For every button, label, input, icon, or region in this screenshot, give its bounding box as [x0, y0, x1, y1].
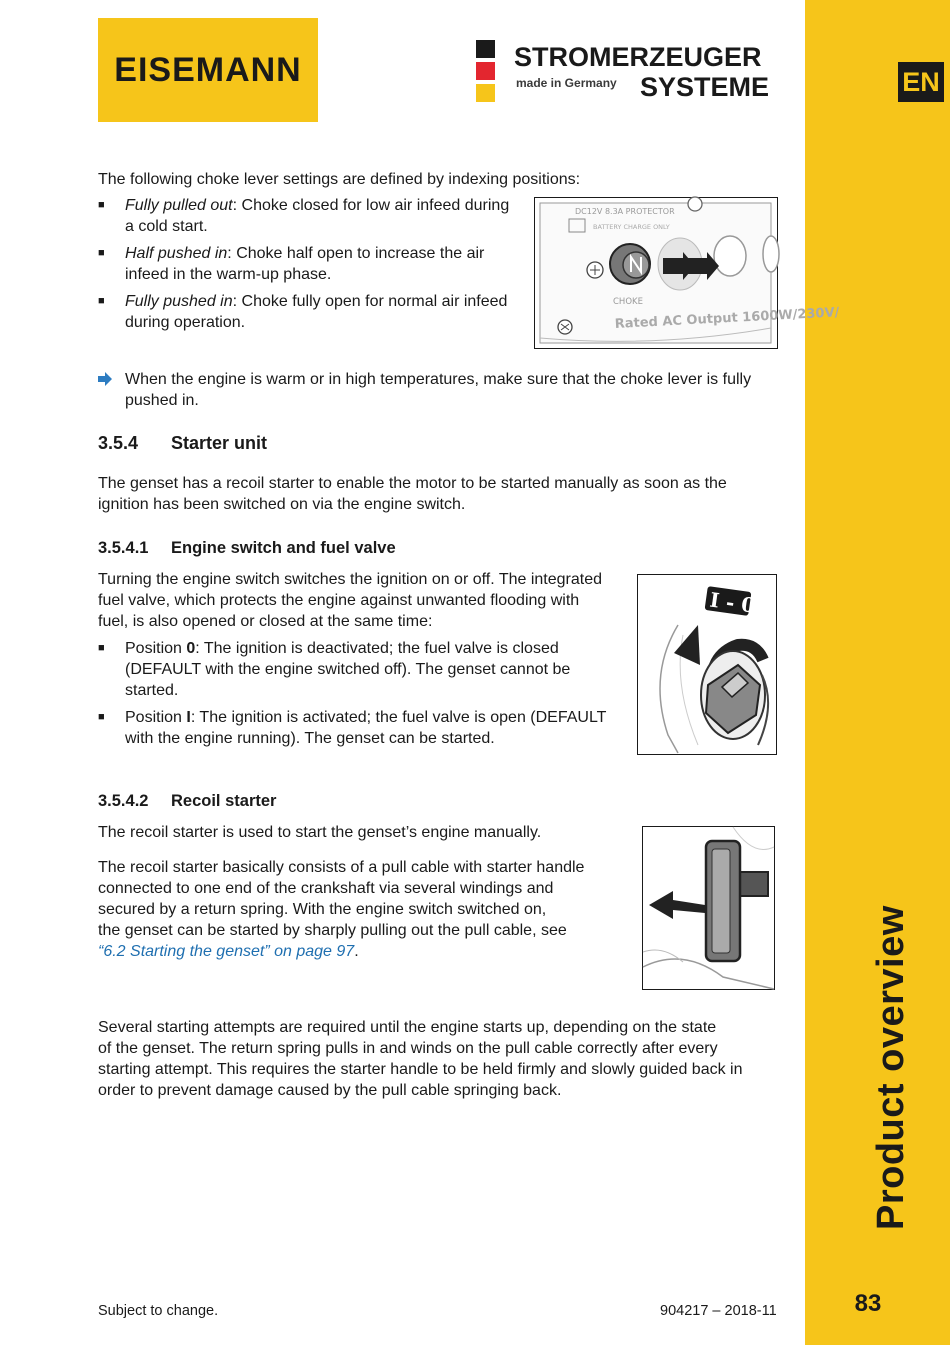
flag-stripe-gold — [476, 84, 495, 102]
recoil-starter-figure — [642, 826, 775, 990]
heading-number: 3.5.4.2 — [98, 792, 149, 810]
list-item: ■ Position 0: The ignition is deactivated; the fuel valve is closed (DEFAULT with the engine switched off). The genset cannot be started. — [98, 640, 571, 699]
bullet-icon: ■ — [98, 642, 105, 654]
recoil-description: The recoil starter basically consists of a pull cable with starter handle connected to one end of the crankshaft via several windings and secured by a return spring. With the engine switch switched on, the genset can be started by sharply pulling out the pull cable, see “6.2 Starting the genset” on page 97. — [98, 859, 585, 960]
german-flag-icon — [476, 40, 495, 106]
choke-desc: : Choke closed for low air infeed during — [232, 197, 510, 214]
list-item: ■ Position I: The ignition is activated; the fuel valve is open (DEFAULT with the engine running). The genset can be started. — [98, 709, 607, 747]
choke-desc-cont: during operation. — [125, 314, 246, 331]
choke-desc-cont: a cold start. — [125, 218, 208, 235]
choke-term: Fully pushed in — [125, 293, 233, 310]
note — [98, 369, 798, 411]
recoil-starting-attempts: Several starting attempts are required until the engine starts up, depending on the state of the genset. The return spring pulls in and winds on the pull cable correctly after every starting attempt. This requires the starter handle to be held firmly and slowly guided back in order to prevent damage caused by the pull cable springing back. — [98, 1019, 743, 1099]
switch-label: I - 0 — [708, 587, 757, 618]
protector-label: DC12V 8.3A PROTECTOR — [575, 207, 675, 216]
choke-term: Fully pulled out — [125, 197, 233, 214]
choke-desc: : Choke half open to increase the air — [227, 245, 485, 262]
brand-title-line2: SYSTEME — [640, 72, 770, 102]
output-label: Rated AC Output 1600W/230V/ — [614, 305, 840, 332]
section-title-vertical: Product overview — [870, 905, 912, 1230]
choke-term: Half pushed in — [125, 245, 228, 262]
engine-switch-figure — [637, 574, 777, 755]
choke-lever-figure — [534, 197, 840, 349]
list-item — [98, 243, 528, 285]
list-item — [98, 291, 528, 333]
eisemann-logo — [98, 18, 318, 122]
heading-starter-unit — [98, 433, 498, 457]
starter-unit-text: The genset has a recoil starter to enable the motor to be started manually as soon as the ignition has been switched on via the engine switch. — [98, 475, 727, 513]
language-badge: EN — [898, 62, 944, 102]
heading-number: 3.5.4.1 — [98, 539, 149, 557]
brand-title-line1: STROMERZEUGER — [514, 42, 762, 72]
heading-title: Recoil starter — [171, 792, 277, 810]
page-number: 83 — [854, 1290, 882, 1317]
footer-disclaimer: Subject to change. — [98, 1303, 219, 1319]
recoil-starter-illustration — [643, 827, 774, 989]
bullet-icon: ■ — [98, 199, 105, 211]
bullet-icon: ■ — [98, 711, 105, 723]
position-value: I — [186, 709, 191, 726]
heading-recoil-starter — [98, 792, 498, 814]
choke-desc: : Choke fully open for normal air infeed — [232, 293, 508, 310]
bullet-icon: ■ — [98, 247, 105, 259]
heading-engine-switch — [98, 539, 498, 561]
choke-illustration — [535, 198, 840, 348]
position-value: 0 — [186, 640, 196, 657]
note-text: When the engine is warm or in high temperatures, make sure that the choke lever is fully — [125, 371, 752, 388]
choke-label: CHOKE — [613, 297, 643, 307]
flag-stripe-black — [476, 40, 495, 58]
flag-stripe-red — [476, 62, 495, 80]
heading-number: 3.5.4 — [98, 433, 139, 453]
list-item — [98, 195, 528, 237]
heading-title: Engine switch and fuel valve — [171, 539, 396, 557]
choke-desc-cont: infeed in the warm-up phase. — [125, 266, 332, 283]
heading-title: Starter unit — [171, 433, 268, 453]
battery-label: BATTERY CHARGE ONLY — [593, 223, 670, 231]
footer-doc-number: 904217 – 2018-11 — [660, 1303, 777, 1319]
brand-subtitle: made in Germany — [516, 76, 617, 90]
engine-switch-illustration — [638, 575, 776, 754]
bullet-icon: ■ — [98, 295, 105, 307]
note-text-cont: pushed in. — [125, 392, 199, 409]
logo-text: EISEMANN — [114, 50, 302, 89]
engine-switch-intro: Turning the engine switch switches the ignition on or off. The integrated fuel valve, which protects the engine against unwanted flooding with fuel, is also opened or closed at the same time: — [98, 571, 603, 630]
recoil-intro: The recoil starter is used to start the genset’s engine manually. — [98, 824, 542, 841]
link-starting-the-genset[interactable]: “6.2 Starting the genset” on page 97 — [98, 943, 355, 960]
choke-intro: The following choke lever settings are defined by indexing positions: — [98, 171, 581, 188]
